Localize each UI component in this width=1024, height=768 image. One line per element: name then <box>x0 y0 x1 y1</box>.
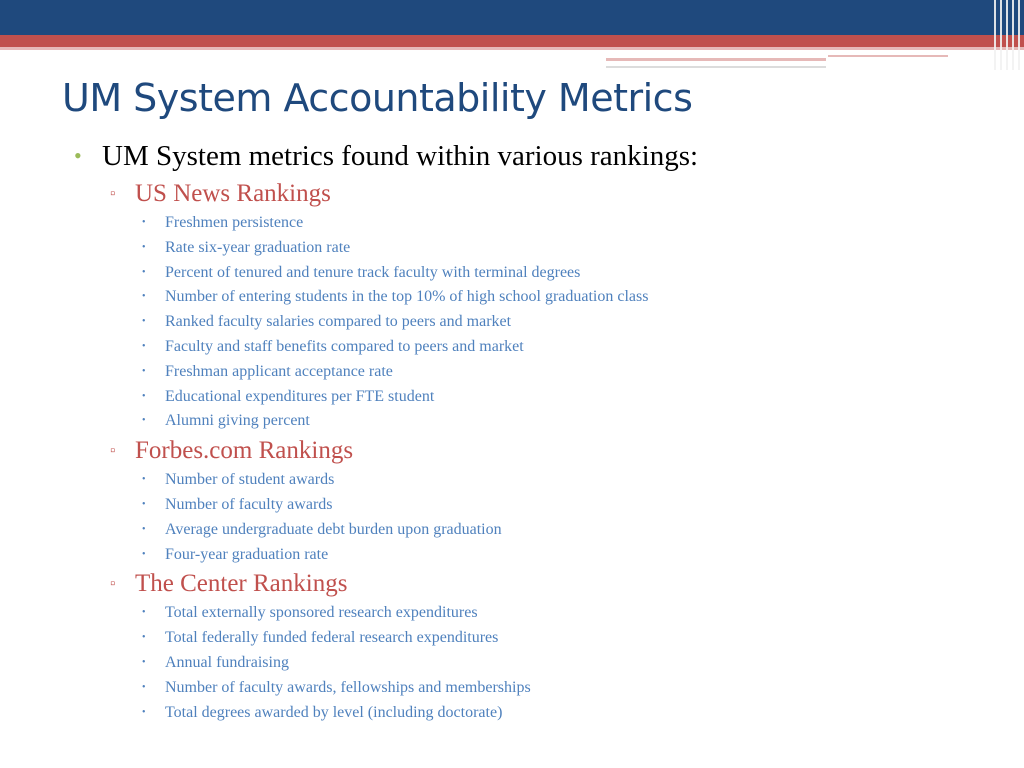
list-item <box>72 651 1002 676</box>
list-item-text: Number of faculty awards <box>165 495 333 513</box>
list-item <box>72 493 1002 518</box>
ranking-sections <box>72 177 1002 725</box>
header-band-blue <box>0 0 1024 35</box>
list-item <box>72 285 1002 310</box>
dot-bullet-icon: • <box>142 291 146 303</box>
dot-bullet-icon: • <box>142 523 146 535</box>
list-item-text: Freshmen persistence <box>165 214 304 231</box>
section-heading <box>72 567 1002 601</box>
list-item-text: Number of student awards <box>165 471 335 489</box>
dot-bullet-icon: • <box>142 365 146 377</box>
header-band-red <box>0 35 1024 47</box>
list-item <box>72 261 1002 286</box>
list-item <box>72 626 1002 651</box>
dot-bullet-icon: • <box>142 474 146 486</box>
dot-bullet-icon: • <box>142 656 146 668</box>
header-accent-line-short <box>828 55 948 57</box>
dot-bullet-icon: • <box>142 681 146 693</box>
dot-bullet-icon: • <box>142 632 146 644</box>
list-item-text: Alumni giving percent <box>165 412 310 430</box>
list-item-text: Number of faculty awards, fellowships and memberships <box>165 678 531 696</box>
header-accent-line-gray <box>606 66 826 68</box>
intro-text: UM System metrics found within various rankings: <box>102 140 699 172</box>
list-item-text: Total externally sponsored research expenditures <box>165 604 478 622</box>
list-item-text: Annual fundraising <box>165 653 289 671</box>
dot-bullet-icon: • <box>142 706 146 718</box>
list-item <box>72 701 1002 726</box>
slide-title: UM System Accountability Metrics <box>62 76 693 120</box>
section-heading-text: US News Rankings <box>135 180 331 207</box>
list-item-text: Faculty and staff benefits compared to peers and market <box>165 337 524 355</box>
dot-bullet-icon: • <box>142 498 146 510</box>
list-item <box>72 409 1002 434</box>
header-band-pink <box>0 47 1024 50</box>
section-heading-text: The Center Rankings <box>135 570 348 598</box>
dot-bullet-icon: • <box>142 548 146 560</box>
dot-bullet-icon: • <box>142 607 146 619</box>
list-item-text: Four-year graduation rate <box>165 545 329 563</box>
section-heading <box>72 177 1002 211</box>
list-item-text: Freshman applicant acceptance rate <box>165 362 393 380</box>
list-item <box>72 601 1002 626</box>
section-heading-text: Forbes.com Rankings <box>135 437 354 465</box>
list-item-text: Total federally funded federal research expenditures <box>165 629 499 647</box>
square-bullet-icon: ▫ <box>110 186 116 202</box>
list-item-text: Ranked faculty salaries compared to peers and market <box>165 313 512 331</box>
list-item <box>72 360 1002 385</box>
list-item <box>72 236 1002 261</box>
list-item-text: Rate six-year graduation rate <box>165 238 351 256</box>
list-item-text: Percent of tenured and tenure track faculty with terminal degrees <box>165 263 581 281</box>
intro-line <box>72 135 1002 177</box>
list-item <box>72 310 1002 335</box>
list-item <box>72 385 1002 410</box>
dot-bullet-icon: • <box>142 241 146 253</box>
list-item <box>72 543 1002 568</box>
square-bullet-icon: ▫ <box>110 576 116 593</box>
header-stripes <box>990 0 1024 70</box>
list-item <box>72 468 1002 493</box>
dot-bullet-icon: • <box>142 316 146 328</box>
list-item <box>72 211 1002 236</box>
dot-bullet-icon: • <box>142 340 146 352</box>
square-bullet-icon: ▫ <box>110 443 116 460</box>
list-item <box>72 518 1002 543</box>
dot-bullet-icon: • <box>142 266 146 278</box>
dot-bullet-icon: • <box>142 415 146 427</box>
dot-bullet-icon: • <box>142 217 146 228</box>
round-bullet-icon: • <box>74 143 82 168</box>
list-item-text: Educational expenditures per FTE student <box>165 387 435 405</box>
section-heading <box>72 434 1002 468</box>
dot-bullet-icon: • <box>142 390 146 402</box>
slide-content <box>72 135 1002 725</box>
list-item-text: Total degrees awarded by level (including doctorate) <box>165 703 503 721</box>
list-item-text: Number of entering students in the top 10% of high school graduation class <box>165 288 649 306</box>
list-item <box>72 335 1002 360</box>
list-item-text: Average undergraduate debt burden upon graduation <box>165 520 502 538</box>
list-item <box>72 676 1002 701</box>
header-accent-line <box>606 58 826 61</box>
